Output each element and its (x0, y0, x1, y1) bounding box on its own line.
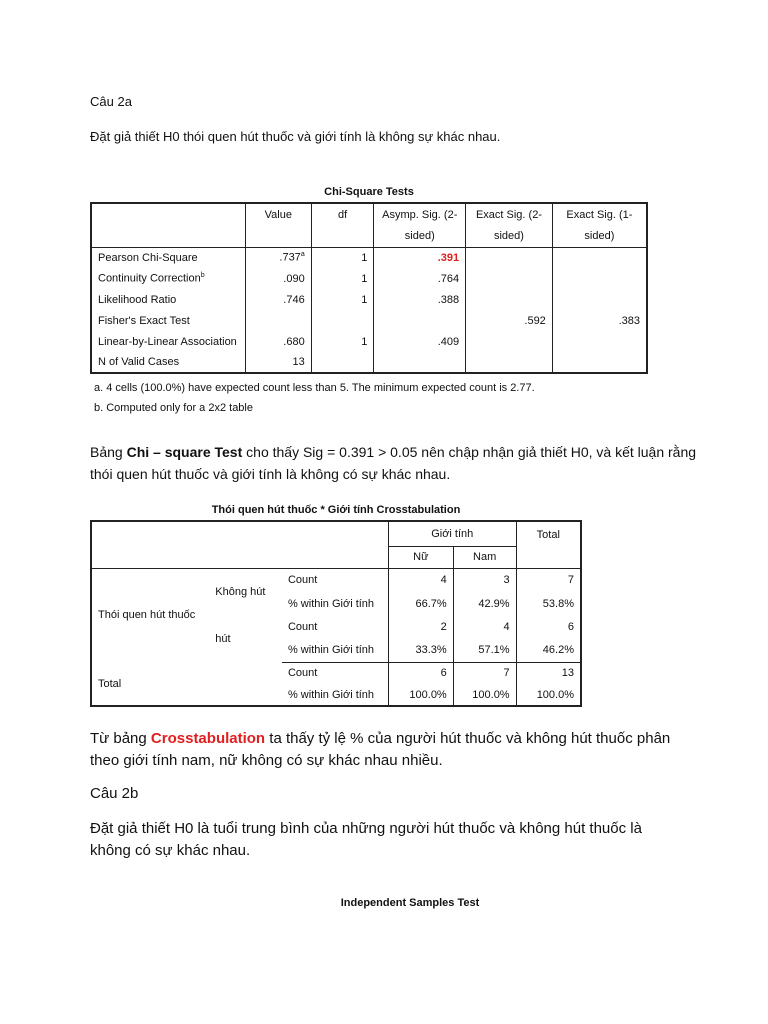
header-exact1-2: sided) (552, 225, 647, 247)
cell-nu: 66.7% (388, 592, 453, 615)
hypothesis-2b-line2: không có sự khác nhau. (90, 842, 251, 859)
cell-asymp-highlight: .391 (374, 247, 466, 268)
cell-nu: 33.3% (388, 639, 453, 662)
cell-nu: 100.0% (388, 684, 453, 706)
conclusion-cross-line1 (90, 730, 670, 747)
cell-nam: 42.9% (453, 592, 516, 615)
stat-label: Count (282, 615, 388, 639)
cell-total: 46.2% (516, 639, 581, 662)
cell-exact1: .383 (618, 314, 640, 327)
cell-value: 13 (245, 352, 311, 373)
cell-exact1 (552, 331, 647, 352)
cell-asymp (374, 352, 466, 373)
cell-df: 1 (311, 268, 374, 289)
stat-label: % within Giới tính (282, 684, 388, 706)
row-var-label: Thói quen hút thuốc (98, 609, 196, 622)
row-label: Fisher's Exact Test (91, 310, 245, 331)
header-exact2-2: sided) (466, 225, 553, 247)
header-nu: Nữ (388, 546, 453, 568)
cell-exact1 (552, 247, 647, 268)
cell-nu: 4 (388, 568, 453, 592)
conclusion-chi-rest: cho thấy Sig = 0.391 > 0.05 nên chập nhận giả thiết H0, và kết luận rằng (242, 444, 697, 460)
stat-label: % within Giới tính (282, 592, 388, 615)
cell-nam: 4 (453, 615, 516, 639)
cell-asymp: .764 (374, 268, 466, 289)
hypothesis-2b-line1: Đặt giả thiết H0 là tuổi trung bình của những người hút thuốc và không hút thuốc là (90, 820, 642, 837)
cell-df (311, 310, 374, 331)
cell-df: 1 (311, 331, 374, 352)
cell-nu: 6 (388, 662, 453, 684)
cell-df: 1 (311, 289, 374, 310)
stat-label: Count (282, 568, 388, 592)
conclusion-chi-prefix: Bảng (90, 444, 127, 460)
footnote-marker: a (300, 251, 305, 259)
cell-exact2: .592 (466, 310, 553, 331)
group-header-gender: Giới tính (388, 521, 516, 546)
header-exact2: Exact Sig. (2- (466, 203, 553, 225)
cell-total: 13 (561, 667, 574, 680)
conclusion-cross-prefix: Từ bảng (90, 730, 151, 747)
cell-value: .680 (245, 331, 311, 352)
total-row-label: Total (98, 677, 122, 690)
cell-total: 6 (567, 621, 574, 633)
cell-exact2 (466, 352, 553, 373)
cat-khong-hut: Không hút (215, 585, 266, 598)
cell-exact1 (552, 289, 647, 310)
row-label: Likelihood Ratio (91, 289, 245, 310)
conclusion-chi-bold: Chi – square Test (126, 444, 243, 460)
conclusion-chi-line2: thói quen hút thuốc và giới tính là không có sự khác nhau. (90, 466, 451, 482)
row-label: Continuity Correction (98, 272, 201, 285)
crosstab-title: Thói quen hút thuốc * Giới tính Crosstabulation (211, 504, 461, 516)
footnote-marker: b (200, 272, 205, 280)
header-exact1: Exact Sig. (1- (566, 208, 633, 221)
cell-nam: 3 (453, 568, 516, 592)
row-label: Linear-by-Linear Association (91, 331, 245, 352)
header-asymp: Asymp. Sig. (2- (374, 203, 466, 225)
crosstab-highlight: Crosstabulation (150, 730, 266, 747)
heading-cau-2b: Câu 2b (90, 785, 139, 802)
conclusion-chi-line1 (90, 444, 696, 460)
footnote-a: a. 4 cells (100.0%) have expected count less than 5. The minimum expected count is 2.77. (94, 382, 535, 394)
table-row (91, 662, 581, 684)
cell-nam: 57.1% (453, 639, 516, 662)
cat-hut: hút (215, 632, 231, 645)
cell-value (245, 310, 311, 331)
cell-exact1 (552, 268, 647, 289)
independent-samples-title: Independent Samples Test (340, 897, 480, 909)
chi-square-title: Chi-Square Tests (324, 186, 414, 198)
table-row (91, 331, 647, 352)
stat-label: % within Giới tính (282, 639, 388, 662)
footnote-b: b. Computed only for a 2x2 table (94, 402, 253, 414)
header-asymp-2: sided) (374, 225, 466, 247)
header-df: df (311, 203, 374, 225)
table-row (91, 268, 647, 289)
table-row (91, 568, 581, 592)
header-total: Total (516, 521, 581, 568)
cell-asymp: .388 (374, 289, 466, 310)
conclusion-cross-line2: theo giới tính nam, nữ không có sự khác nhau nhiều. (90, 752, 443, 769)
cell-value: .090 (245, 268, 311, 289)
cell-value: .746 (245, 289, 311, 310)
cell-nam: 7 (453, 662, 516, 684)
cell-exact1 (552, 352, 647, 373)
header-nam: Nam (453, 546, 516, 568)
row-label: Pearson Chi-Square (98, 251, 198, 264)
cell-exact2 (466, 331, 553, 352)
cell-nam: 100.0% (453, 684, 516, 706)
cell-total: 53.8% (542, 597, 574, 610)
cell-asymp (374, 310, 466, 331)
cell-exact2 (466, 289, 553, 310)
conclusion-cross-rest: ta thấy tỷ lệ % của người hút thuốc và không hút thuốc phân (265, 730, 671, 747)
cell-exact2 (466, 268, 553, 289)
cell-total: 7 (567, 574, 574, 587)
chi-square-table (90, 202, 648, 374)
cell-df (311, 352, 374, 373)
crosstab-table (90, 520, 582, 707)
table-row (91, 289, 647, 310)
row-label: N of Valid Cases (91, 352, 245, 373)
table-row (91, 352, 647, 373)
hypothesis-2a: Đặt giả thiết H0 thói quen hút thuốc và giới tính là không sự khác nhau. (90, 129, 501, 144)
table-row (91, 310, 647, 331)
cell-exact2 (466, 247, 553, 268)
stat-label: Count (282, 662, 388, 684)
table-row (91, 247, 647, 268)
cell-total: 100.0% (536, 688, 574, 701)
cell-nu: 2 (388, 615, 453, 639)
header-value: Value (245, 203, 311, 225)
cell-value: .737 (279, 252, 301, 265)
cell-asymp: .409 (374, 331, 466, 352)
heading-cau-2a: Câu 2a (90, 94, 132, 109)
cell-df: 1 (311, 247, 374, 268)
